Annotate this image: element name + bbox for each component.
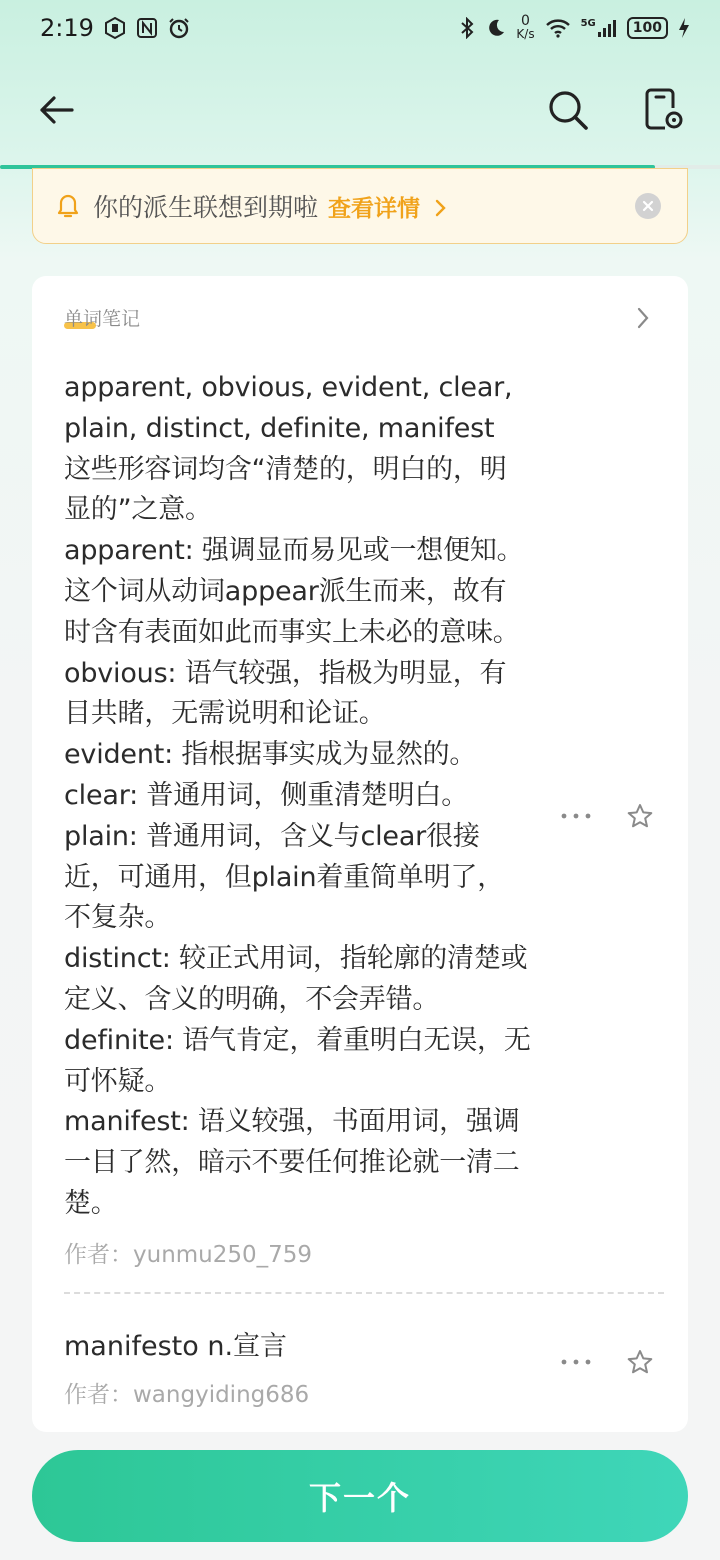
charging-icon: [678, 17, 690, 39]
wifi-icon: [545, 17, 571, 39]
note-1-line: 近，可通用，但plain着重简单明了，: [64, 861, 504, 893]
network-speed: [516, 15, 534, 41]
card-header[interactable]: [64, 304, 664, 334]
note-2-author: 作者：wangyiding686: [64, 1382, 310, 1408]
cell-signal: [581, 18, 617, 38]
close-icon: [642, 200, 654, 212]
battery-indicator: 100: [627, 17, 668, 39]
note-1-line: 时含有表面如此而事实上未必的意味。: [64, 616, 520, 648]
back-button[interactable]: [26, 80, 86, 140]
alarm-icon: [168, 17, 190, 39]
note-1-more-button[interactable]: [556, 796, 596, 836]
note-1-line: 楚。: [64, 1187, 118, 1219]
close-notice-button[interactable]: [635, 193, 661, 219]
phone-settings-icon: [643, 88, 685, 132]
chevron-right-icon: [434, 198, 448, 218]
card-chevron-right-icon[interactable]: [636, 306, 650, 330]
status-left: [40, 14, 190, 42]
top-nav-bar: [0, 62, 720, 158]
search-button[interactable]: [538, 80, 598, 140]
note-2-favorite-button[interactable]: [620, 1342, 660, 1382]
view-details-label: 查看详情: [328, 195, 421, 222]
note-1-text: [64, 368, 550, 1225]
note-1-line: 这些形容词均含“清楚的，明白的，明: [64, 453, 507, 485]
status-right: [458, 15, 690, 41]
signal-label: 5G: [580, 18, 596, 29]
note-1-line: plain, distinct, definite, manifest: [64, 412, 495, 444]
note-1-line: 显的”之意。: [64, 494, 212, 526]
card-title: 单词笔记: [64, 308, 141, 330]
star-icon: [627, 1349, 653, 1375]
note-1-line: plain: 普通用词，含义与clear很接: [64, 820, 480, 852]
view-details-link[interactable]: [328, 190, 448, 223]
note-1-line: apparent, obvious, evident, clear,: [64, 372, 513, 403]
device-settings-button[interactable]: [634, 80, 694, 140]
signal-bars-icon: [597, 18, 617, 38]
note-1-line: evident: 指根据事实成为显然的。: [64, 739, 477, 771]
note-2-text: manifesto n.宣言: [64, 1331, 288, 1362]
network-speed-unit: K/s: [516, 27, 535, 41]
note-2-more-button[interactable]: [556, 1342, 596, 1382]
note-divider: [64, 1292, 664, 1294]
note-1-line: manifest: 语义较强，书面用词，强调: [64, 1106, 520, 1138]
more-dots-icon: [561, 813, 591, 819]
back-arrow-icon: [36, 90, 76, 130]
next-button[interactable]: 下一个: [32, 1450, 688, 1542]
status-bar: [0, 0, 720, 56]
note-1-line: distinct: 较正式用词，指轮廓的清楚或: [64, 943, 528, 975]
search-icon: [546, 88, 590, 132]
star-icon: [627, 803, 653, 829]
note-1-line: apparent: 强调显而易见或一想便知。: [64, 535, 524, 567]
note-1-line: clear: 普通用词，侧重清楚明白。: [64, 779, 469, 811]
notice-text: 你的派生联想到期啦: [93, 193, 319, 222]
note-1-line: 目共睹，无需说明和论证。: [64, 698, 386, 730]
expiry-notice-banner[interactable]: [32, 168, 688, 244]
note-1-line: 一目了然，暗示不要任何推论就一清二: [64, 1147, 520, 1179]
bluetooth-icon: [458, 17, 476, 39]
note-1-line: 可怀疑。: [64, 1065, 172, 1097]
word-notes-card: [32, 276, 688, 1432]
status-time: 2:19: [40, 14, 94, 42]
note-1-line: obvious: 语气较强，指极为明显，有: [64, 657, 507, 689]
note-1-line: 定义、含义的明确，不会弄错。: [64, 983, 440, 1015]
moon-icon: [486, 17, 506, 39]
bell-icon: [57, 193, 79, 219]
note-1-favorite-button[interactable]: [620, 796, 660, 836]
note-1-line: 不复杂。: [64, 902, 172, 934]
note-1-author: 作者：yunmu250_759: [64, 1242, 313, 1268]
more-dots-icon: [561, 1359, 591, 1365]
note-1-line: definite: 语气肯定，着重明白无误，无: [64, 1024, 531, 1056]
hand-icon: [104, 17, 126, 39]
nfc-icon: [136, 17, 158, 39]
note-1-line: 这个词从动词appear派生而来，故有: [64, 575, 507, 607]
network-speed-value: 0: [521, 13, 530, 29]
